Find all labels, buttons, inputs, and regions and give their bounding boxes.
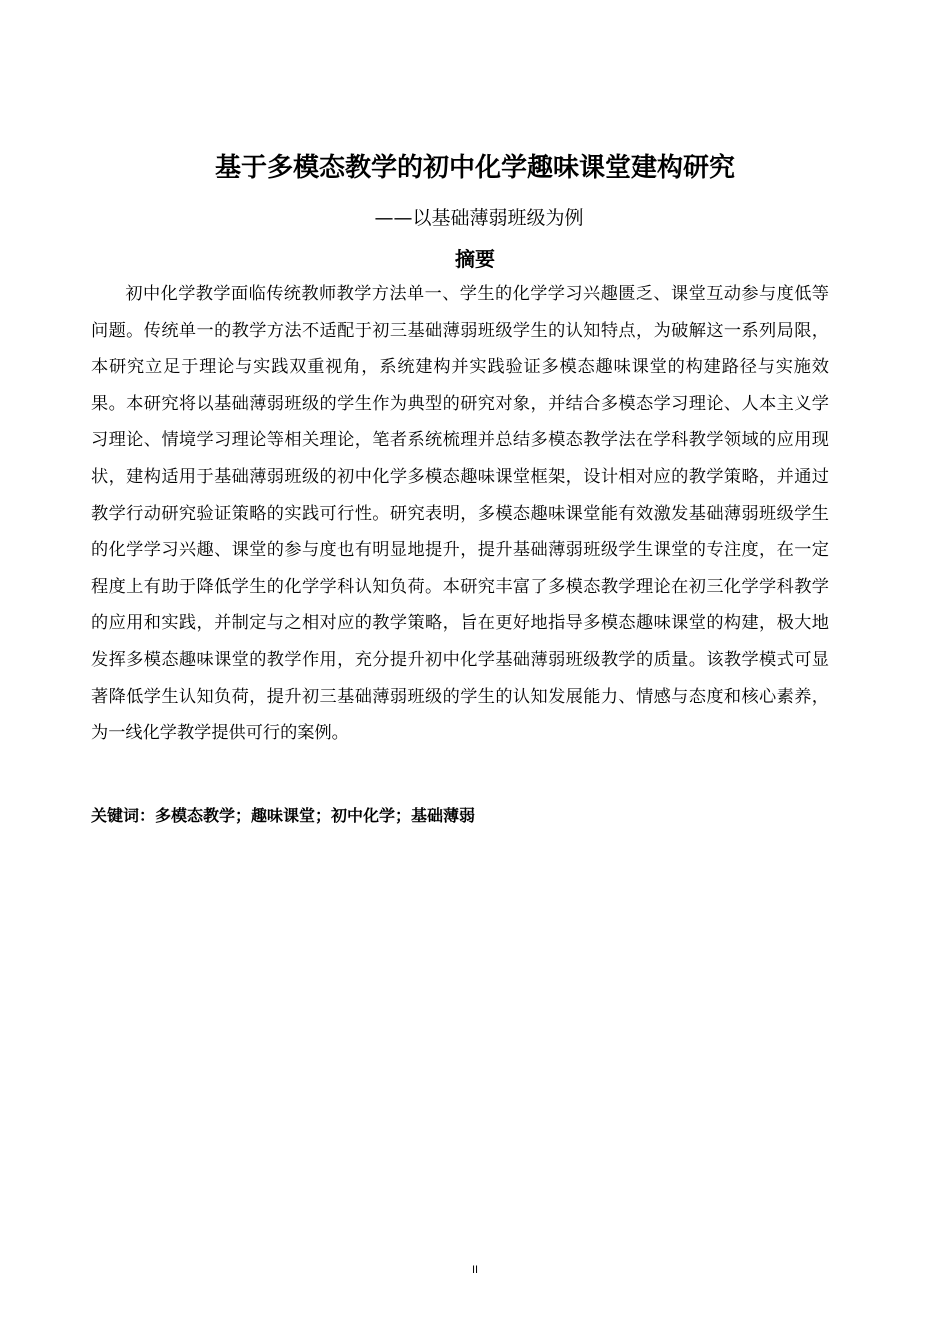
abstract-heading: 摘要: [455, 247, 495, 271]
document-subtitle: ——以基础薄弱班级为例: [374, 207, 584, 229]
page-number: II: [471, 1264, 479, 1276]
abstract-body: 初中化学教学面临传统教师教学方法单一、学生的化学学习兴趣匮乏、课堂互动参与度低等问题。传统单一的教学方法不适配于初三基础薄弱班级学生的认知特点，为破解这一系列局限，本研究立足于理论与实践双重视角，系统建构并实践验证多模态趣味课堂的构建路径与实施效果。本研究将以基础薄弱班级的学生作为典型的研究对象，并结合多模态学习理论、人本主义学习理论、情境学习理论等相关理论，笔者系统梳理并总结多模态教学法在学科教学领域的应用现状，建构适用于基础薄弱班级的初中化学多模态趣味课堂框架，设计相对应的教学策略，并通过教学行动研究验证策略的实践可行性。研究表明，多模态趣味课堂能有效激发基础薄弱班级学生的化学学习兴趣、课堂的参与度也有明显地提升，提升基础薄弱班级学生课堂的专注度，在一定程度上有助于降低学生的化学学科认知负荷。本研究丰富了多模态教学理论在初三化学学科教学的应用和实践，并制定与之相对应的教学策略，旨在更好地指导多模态趣味课堂的构建，极大地发挥多模态趣味课堂的教学作用，充分提升初中化学基础薄弱班级教学的质量。该教学模式可显著降低学生认知负荷，提升初三基础薄弱班级的学生的认知发展能力、情感与态度和核心素养，为一线化学教学提供可行的案例。: [91, 284, 829, 744]
keywords-line: 关键词：多模态教学；趣味课堂；初中化学；基础薄弱: [91, 806, 476, 825]
document-title: 基于多模态教学的初中化学趣味课堂建构研究: [214, 153, 735, 183]
